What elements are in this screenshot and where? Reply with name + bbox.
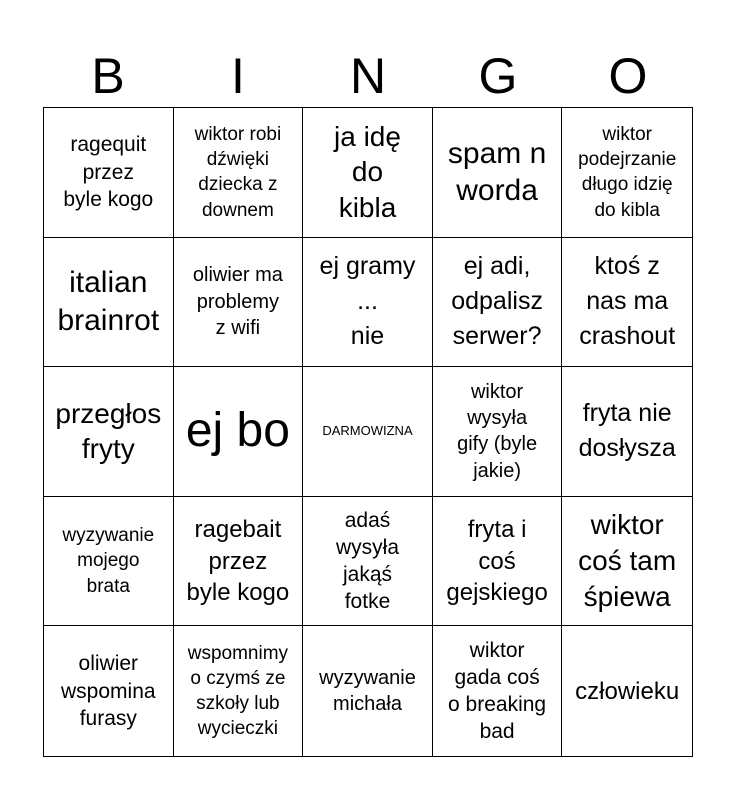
bingo-cell[interactable] — [303, 626, 433, 756]
bingo-cell-text: wyzywanie mojego brata — [62, 525, 155, 597]
bingo-cell[interactable] — [303, 497, 433, 627]
bingo-cell[interactable] — [433, 626, 563, 756]
bingo-cell[interactable] — [303, 108, 433, 238]
bingo-cell[interactable] — [44, 367, 174, 497]
header-letter-n: N — [349, 48, 387, 104]
bingo-cell-text: ktoś z nas ma crashout — [579, 252, 676, 351]
bingo-cell[interactable] — [562, 108, 692, 238]
bingo-cell[interactable] — [303, 238, 433, 368]
bingo-cell-text: fryta nie dosłysza — [578, 399, 676, 463]
bingo-cell[interactable] — [303, 367, 433, 497]
header-letter-i: I — [231, 48, 245, 104]
bingo-cell-text: wiktor podejrzanie długo idzię do kibla — [578, 123, 677, 221]
bingo-cell[interactable] — [433, 238, 563, 368]
bingo-cell-text: ej adi, odpalisz serwer? — [451, 252, 543, 351]
bingo-cell-text: oliwier wspomina furasy — [61, 652, 156, 730]
bingo-cell-text: ragebait przez byle kogo — [186, 516, 290, 606]
bingo-cell-text: ej bo — [185, 404, 290, 458]
bingo-cell-text: człowieku — [575, 677, 680, 705]
bingo-header — [43, 40, 693, 108]
bingo-cell-text: wiktor wysyła gify (byle jakie) — [457, 380, 538, 482]
bingo-cell-text: wiktor coś tam śpiewa — [578, 509, 677, 612]
bingo-cell[interactable] — [433, 367, 563, 497]
bingo-cell-text: ragequit przez byle kogo — [63, 133, 154, 211]
bingo-cell-text: wiktor robi dźwięki dziecka z downem — [194, 123, 282, 221]
bingo-cell[interactable] — [44, 108, 174, 238]
bingo-cell-text: ja idę do kibla — [334, 120, 401, 224]
bingo-cell-text: DARMOWIZNA — [322, 423, 413, 439]
bingo-cell[interactable] — [174, 626, 304, 756]
bingo-cell[interactable] — [562, 367, 692, 497]
bingo-cell-text: przegłos fryty — [55, 397, 162, 465]
bingo-cell[interactable] — [433, 108, 563, 238]
header-letter-b: B — [91, 48, 125, 104]
bingo-cell-text: spam n worda — [447, 136, 547, 208]
bingo-cell-text: italian brainrot — [57, 266, 160, 337]
bingo-cell[interactable] — [44, 626, 174, 756]
bingo-cell[interactable] — [174, 108, 304, 238]
bingo-cell[interactable] — [562, 497, 692, 627]
bingo-cell[interactable] — [562, 238, 692, 368]
bingo-board — [43, 107, 693, 757]
bingo-cell[interactable] — [174, 367, 304, 497]
bingo-cell-text: oliwier ma problemy z wifi — [192, 264, 283, 340]
bingo-cell-text: wyzywanie michała — [319, 666, 416, 716]
bingo-cell[interactable] — [174, 238, 304, 368]
bingo-cell[interactable] — [433, 497, 563, 627]
bingo-cell[interactable] — [44, 238, 174, 368]
bingo-cell-text: adaś wysyła jakąś fotke — [335, 508, 399, 614]
bingo-cell-text: ej gramy ... nie — [319, 252, 416, 351]
bingo-cell-text: fryta i coś gejskiego — [446, 516, 548, 606]
bingo-cell-text: wiktor gada coś o breaking bad — [448, 638, 547, 744]
bingo-cell[interactable] — [174, 497, 304, 627]
header-letter-o: O — [608, 48, 648, 104]
bingo-cell[interactable] — [44, 497, 174, 627]
header-letter-g: G — [478, 48, 518, 104]
bingo-cell[interactable] — [562, 626, 692, 756]
bingo-cell-text: wspomnimy o czymś ze szkoły lub wycieczki — [187, 642, 289, 740]
